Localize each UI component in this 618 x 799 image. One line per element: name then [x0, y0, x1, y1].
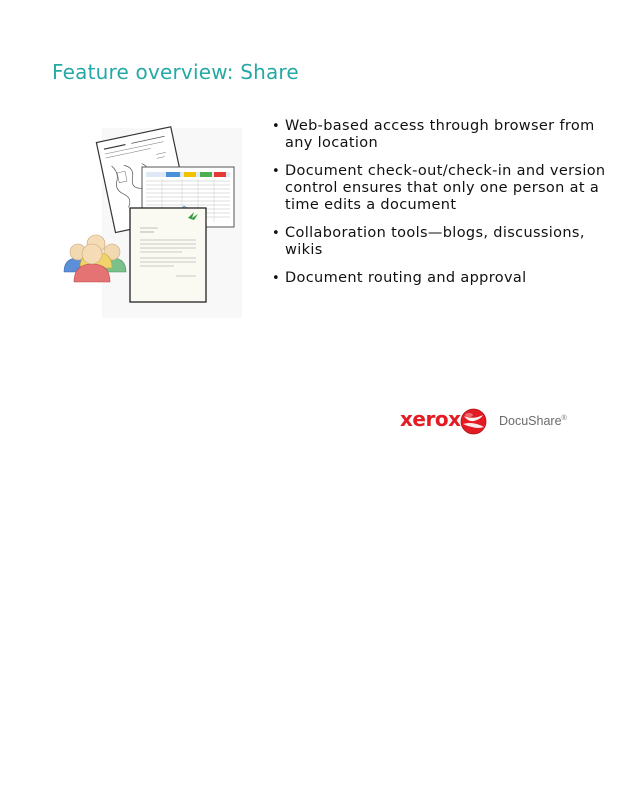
xerox-sphere-icon: [460, 408, 487, 435]
bullet-icon: •: [272, 271, 281, 286]
bullet-icon: •: [272, 119, 281, 134]
bullet-text: Web-based access through browser from any location: [285, 118, 595, 151]
bullet-item: [272, 163, 612, 214]
documents-illustration: [62, 124, 244, 320]
bullet-item: [272, 270, 612, 287]
slide-title: Feature overview: Share: [52, 60, 299, 84]
product-label: DocuShare: [499, 414, 562, 428]
bullet-item: [272, 225, 612, 259]
brand-logo: [398, 404, 580, 438]
letter-document-icon: [130, 208, 206, 302]
bullet-item: [272, 118, 612, 152]
bullet-text: Document routing and approval: [285, 270, 527, 286]
bullet-text: Collaboration tools—blogs, discussions, wikis: [285, 225, 585, 258]
docushare-product-name: [499, 414, 567, 428]
feature-bullet-list: [272, 118, 612, 298]
xerox-wordmark: xerox: [400, 407, 461, 431]
shared-documents-with-users-icon: [62, 124, 244, 320]
bullet-icon: •: [272, 226, 281, 241]
registered-mark: ®: [561, 414, 567, 422]
bullet-icon: •: [272, 164, 281, 179]
bullet-text: Document check-out/check-in and version control ensures that only one person at a time edits a document: [285, 163, 606, 213]
